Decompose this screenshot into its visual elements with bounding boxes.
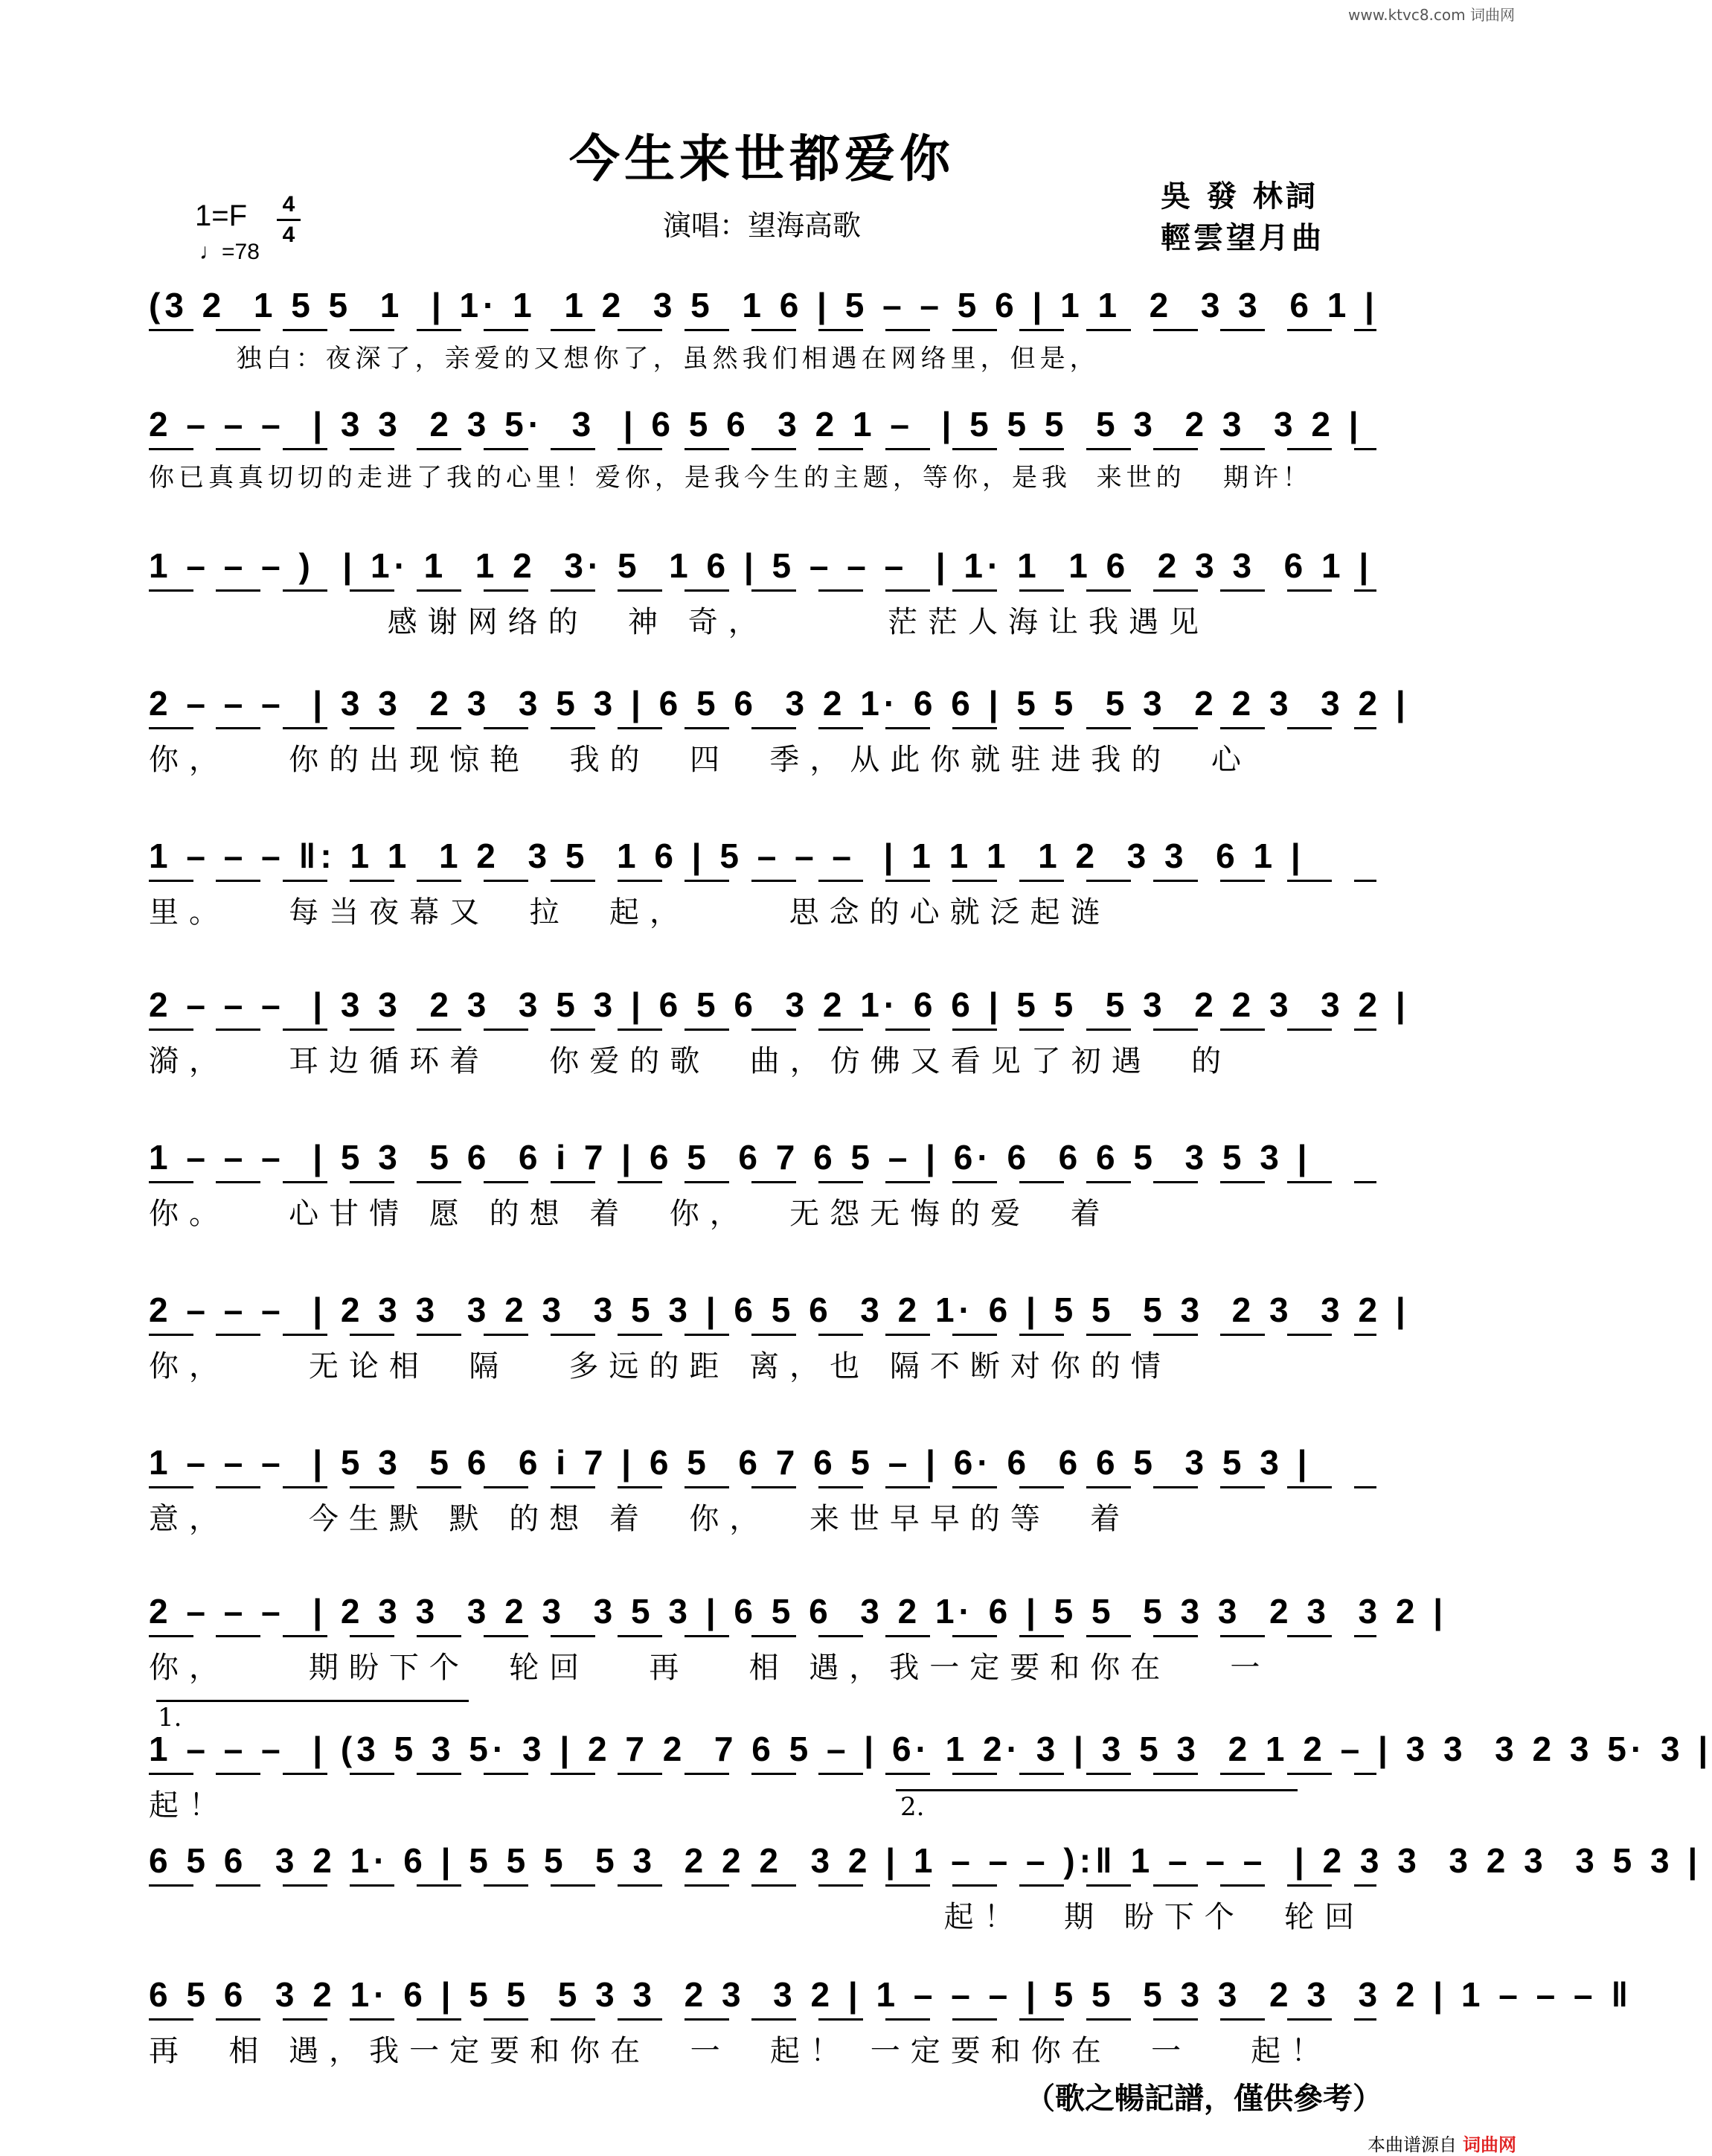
notation-line: 2 – – – | 2 3 3 3 2 3 3 5 3 | 6 5 6 3 2 1· 6 | 5 5 5 3 3 2 3 3 2 |: [149, 1592, 1448, 1631]
lyric-line: 里。 每当夜幕又 拉 起， 思念的心就泛起涟: [149, 895, 1111, 930]
notation-line: 1 – – – | 5 3 5 6 6 i 7 | 6 5 6 7 6 5 – | 6· 6 6 6 5 3 5 3 |: [149, 1138, 1312, 1177]
site-watermark: www.ktvc8.com 词曲网: [1347, 6, 1515, 24]
time-signature: [274, 192, 304, 248]
beat-underline: [149, 329, 1376, 331]
key-signature: 1=F: [195, 199, 248, 232]
beat-underline: [149, 2018, 1376, 2021]
beat-underline: [149, 1884, 1376, 1887]
composer-credit: 輕雲望月曲: [1161, 220, 1324, 255]
beat-underline: [149, 1635, 1376, 1637]
lyric-line: 起！ 期 盼下个 轮回: [149, 1900, 1365, 1934]
volta-1-label: 1.: [158, 1703, 182, 1733]
notation-line: 6 5 6 3 2 1· 6 | 5 5 5 5 3 2 2 2 3 2 | 1 – – – ):‖ 1 – – – | 2 3 3 3 2 3 3 5 3 |: [149, 1841, 1702, 1880]
beat-underline: [149, 448, 1376, 450]
singer-credit: 演唱：望海高歌: [662, 209, 861, 242]
footer-source: [1368, 2130, 1516, 2156]
notation-line: 1 – – – ‖: 1 1 1 2 3 5 1 6 | 5 – – – | 1 1 1 1 2 3 3 6 1 |: [149, 837, 1305, 875]
notation-line: 2 – – – | 3 3 2 3 3 5 3 | 6 5 6 3 2 1· 6 6 | 5 5 5 3 2 2 3 3 2 |: [149, 985, 1410, 1024]
lyric-line: 你已真真切切的走进了我的心里！爱你，是我今生的主题，等你，是我 来世的 期许！: [149, 463, 1313, 493]
lyric-line: 独白：夜深了，亲爱的又想你了，虽然我们相遇在网络里，但是，: [149, 344, 1100, 374]
lyric-line: 感谢网络的 神 奇， 茫茫人海让我遇见: [149, 605, 1210, 639]
meter-top: 4: [282, 192, 295, 217]
beat-underline: [149, 1181, 1376, 1183]
lyric-line: 你， 无论相 隔 多远的距 离，也 隔不断对你的情: [149, 1349, 1171, 1384]
beat-underline: [149, 727, 1376, 729]
meter-bar: [277, 219, 301, 221]
volta-1-bracket: [156, 1700, 469, 1702]
volta-2-bracket: [896, 1789, 1298, 1791]
lyric-line: 再 相 遇，我一定要和你在 一 起！ 一定要和你在 一 起！: [149, 2034, 1332, 2068]
notation-line: 6 5 6 3 2 1· 6 | 5 5 5 3 3 2 3 3 2 | 1 – – – | 5 5 5 3 3 2 3 3 2 | 1 – – – ‖: [149, 1975, 1633, 2014]
lyric-line: 你， 期盼下个 轮回 再 相 遇，我一定要和你在 一: [149, 1651, 1271, 1685]
transcription-note: （歌之暢記譜，僅供參考）: [1025, 2081, 1382, 2116]
notation-line: 2 – – – | 3 3 2 3 5· 3 | 6 5 6 3 2 1 – | 5 5 5 5 3 2 3 3 2 |: [149, 405, 1363, 444]
notation-line: (3 2 1 5 5 1 | 1· 1 1 2 3 5 1 6 | 5 – – 5 6 | 1 1 2 3 3 6 1 |: [149, 286, 1379, 324]
tempo-marking: ♩=78: [199, 240, 260, 264]
notation-line: 1 – – – | 5 3 5 6 6 i 7 | 6 5 6 7 6 5 – | 6· 6 6 6 5 3 5 3 |: [149, 1443, 1312, 1482]
lyric-line: 意， 今生默 默 的想 着 你， 来世早早的等 着: [149, 1502, 1131, 1536]
beat-underline: [149, 1334, 1376, 1336]
lyricist-credit: 吳 發 林詞: [1161, 179, 1318, 214]
lyric-line: 漪， 耳边循环着 你爱的歌 曲，仿佛又看见了初遇 的: [149, 1044, 1232, 1078]
beat-underline: [149, 589, 1376, 592]
notation-line: 2 – – – | 2 3 3 3 2 3 3 5 3 | 6 5 6 3 2 1· 6 | 5 5 5 3 2 3 3 2 |: [149, 1290, 1410, 1329]
song-title: 今生来世都爱你: [568, 129, 955, 189]
lyric-line: 起！: [149, 1788, 229, 1823]
meter-bottom: 4: [282, 223, 295, 247]
beat-underline: [149, 1029, 1376, 1031]
beat-underline: [149, 1486, 1376, 1488]
volta-2-label: 2.: [900, 1792, 925, 1822]
footer-brand: 词曲网: [1463, 2134, 1516, 2155]
beat-underline: [149, 1773, 1376, 1775]
notation-line: 2 – – – | 3 3 2 3 3 5 3 | 6 5 6 3 2 1· 6 6 | 5 5 5 3 2 2 3 3 2 |: [149, 684, 1410, 723]
footer-text: 本曲谱源自: [1368, 2134, 1457, 2155]
lyric-line: 你， 你的出现惊艳 我的 四 季，从此你就驻进我的 心: [149, 743, 1251, 777]
notation-line: 1 – – – | (3 5 3 5· 3 | 2 7 2 7 6 5 – | 6· 1 2· 3 | 3 5 3 2 1 2 – | 3 3 3 2 3 5· 3 |: [149, 1730, 1712, 1768]
notation-line: 1 – – – ) | 1· 1 1 2 3· 5 1 6 | 5 – – – | 1· 1 1 6 2 3 3 6 1 |: [149, 546, 1373, 585]
lyric-line: 你。 心甘情 愿 的想 着 你， 无怨无悔的爱 着: [149, 1197, 1111, 1231]
beat-underline: [149, 880, 1376, 882]
